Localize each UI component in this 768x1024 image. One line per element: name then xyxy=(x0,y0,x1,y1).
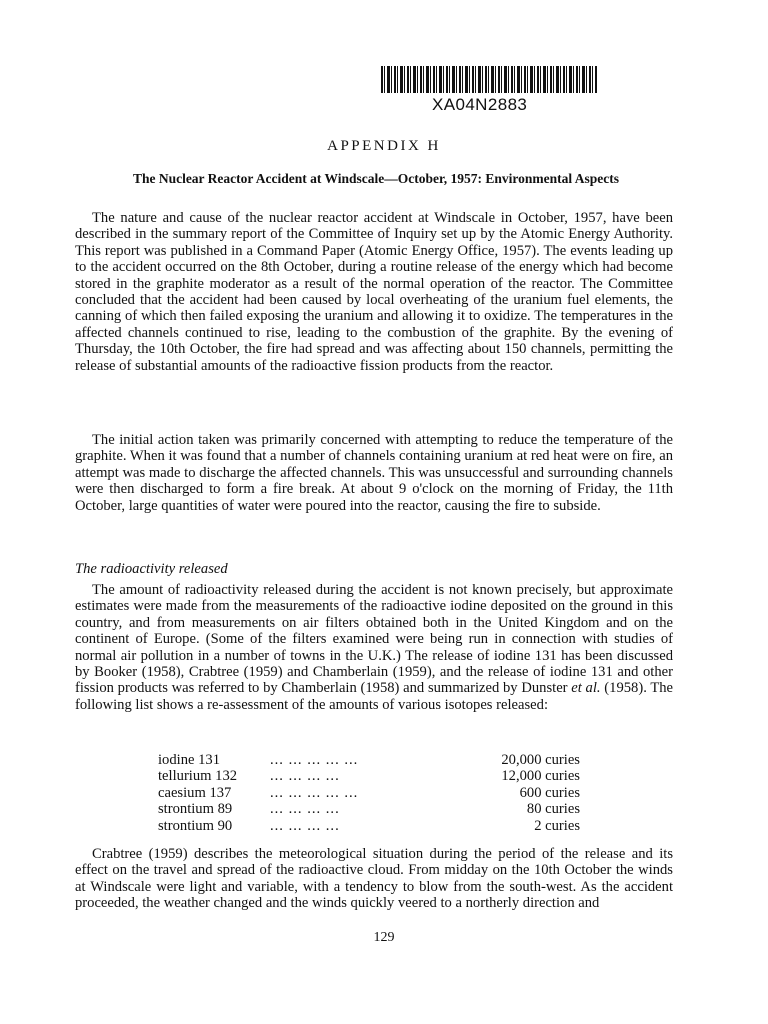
list-item xyxy=(158,818,580,834)
appendix-label: APPENDIX H xyxy=(327,138,441,154)
isotope-value: 12,000 curies xyxy=(501,768,580,785)
section-heading: The radioactivity released xyxy=(75,561,228,577)
isotope-value: 20,000 curies xyxy=(501,752,580,768)
paragraph-3-part-2: (1958). The following list shows a re-assessment of the amounts of various isotopes released: xyxy=(75,680,674,713)
report-code: XA04N2883 xyxy=(432,95,528,114)
isotope-name: strontium 89 xyxy=(158,801,233,818)
meteorology-section xyxy=(75,846,673,912)
list-item xyxy=(158,752,580,768)
list-item xyxy=(158,785,580,801)
paragraph-3-part-1: The amount of radioactivity released during the accident is not known precisely, but approximate estimates were made from the measurements of the radioactive iodine deposited on the ground in this country, and from measurements on air filters obtained both in the United Kingdom and on the continent of Europe. (Some of the filters examined were being run in connection with studies of normal air pollution in a number of towns in the U.K.) The release of iodine 131 has been discussed by Booker (1958), Crabtree (1959) and Chamberlain (1959), and the release of iodine 131 and other fission products was referred to by Chamberlain (1958) and summarized by Dunster xyxy=(75,582,673,697)
paragraph-4: Crabtree (1959) describes the meteorological situation during the period of the release and its effect on the travel and spread of the radioactive cloud. From midday on the 10th October the winds at Windscale were light and variable, with a tendency to blow from the south-west. As the accident proceeded, the weather changed and the winds quickly veered to a northerly direction and xyxy=(75,846,673,912)
leader-dots: ... ... ... ... ... xyxy=(270,784,359,801)
isotope-name: iodine 131 xyxy=(158,752,221,768)
barcode-image xyxy=(381,66,597,93)
isotope-name: tellurium 132 xyxy=(158,768,238,785)
isotope-name: caesium 137 xyxy=(158,784,232,801)
isotope-value: 2 curies xyxy=(534,817,580,834)
leader-dots: ... ... ... ... xyxy=(270,801,340,818)
isotope-value: 600 curies xyxy=(519,784,580,801)
list-item xyxy=(158,801,580,817)
leader-dots: ... ... ... ... xyxy=(270,817,340,834)
isotope-value: 80 curies xyxy=(526,801,580,818)
document-title: The Nuclear Reactor Accident at Windscale—October, 1957: Environmental Aspects xyxy=(132,171,620,186)
paragraph-2: The initial action taken was primarily concerned with attempting to reduce the temperature of the graphite. When it was found that a number of channels containing uranium at red heat were on fire, an attempt was made to discharge the affected channels. This was unsuccessful and surrounding channels were then discharged to form a fire break. At about 9 o'clock on the morning of Friday, the 11th October, large quantities of water were poured into the reactor, causing the fire to subside. xyxy=(75,432,673,514)
radioactivity-section xyxy=(75,582,673,713)
leader-dots: ... ... ... ... ... xyxy=(270,752,359,768)
isotope-name: strontium 90 xyxy=(158,817,233,834)
initial-action-section xyxy=(75,432,673,514)
leader-dots: ... ... ... ... xyxy=(270,768,340,785)
page-number: 129 xyxy=(373,930,395,945)
list-item xyxy=(158,768,580,784)
intro-section xyxy=(75,210,673,374)
paragraph-3 xyxy=(75,582,673,713)
paragraph-1: The nature and cause of the nuclear reactor accident at Windscale in October, 1957, have been described in the summary report of the Committee of Inquiry set up by the Atomic Energy Authority. This report was published in a Command Paper (Atomic Energy Office, 1957). The events leading up to the accident occurred on the 8th October, during a routine release of the energy which had become stored in the graphite moderator as a result of the normal operation of the reactor. The Committee concluded that the accident had been caused by local overheating of the uranium fuel elements, the canning of which then failed exposing the uranium and allowing it to oxidize. The temperatures in the affected channels continued to rise, leading to the combustion of the graphite. By the evening of Thursday, the 10th October, the fire had spread and was affecting about 150 channels, permitting the release of substantial amounts of the radioactive fission products from the reactor. xyxy=(75,210,673,374)
isotope-list xyxy=(158,752,580,834)
paragraph-3-italic: et al. xyxy=(571,680,601,697)
